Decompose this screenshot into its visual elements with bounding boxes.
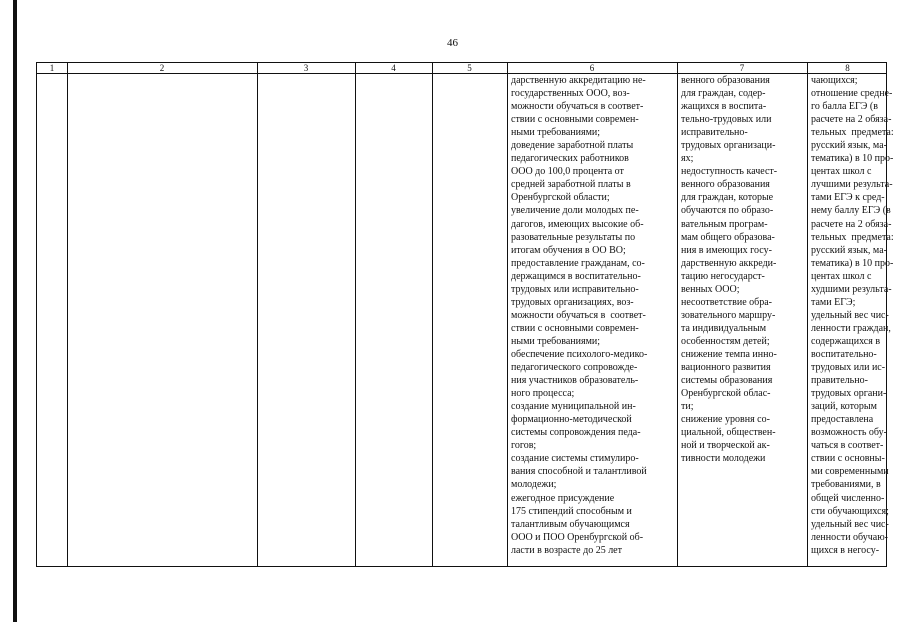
text-line: государственных ООО, воз-	[511, 88, 630, 100]
binding-margin-bar	[13, 0, 17, 622]
text-line: ежегодное присуждение	[511, 492, 615, 504]
text-line: доведение заработной платы	[511, 140, 634, 152]
text-line: возможность обу-	[811, 427, 887, 439]
column-header-2: 2	[159, 63, 165, 73]
text-line: снижение темпа инно-	[681, 348, 777, 360]
text-line: создание муниципальной ин-	[511, 401, 636, 413]
column-header-6: 6	[589, 63, 595, 73]
text-line: формационно-методической	[511, 414, 632, 426]
text-line: центах школ с	[811, 166, 872, 178]
text-line: правительно-	[811, 375, 868, 387]
column-header-3: 3	[303, 63, 309, 73]
column-header-1: 1	[49, 63, 55, 73]
text-line: удельный вес чис-	[811, 518, 889, 530]
text-line: молодежи;	[511, 479, 557, 491]
text-line: снижение уровня со-	[681, 414, 770, 426]
text-line: ния в имеющих госу-	[681, 244, 772, 256]
text-line: циальной, обществен-	[681, 427, 776, 439]
text-line: трудовых организаци-	[681, 140, 776, 152]
cell-column-7-text	[681, 74, 805, 465]
text-line: худшими результа-	[811, 283, 892, 295]
text-line: можности обучаться в соответ-	[511, 101, 644, 113]
column-header-5: 5	[467, 63, 472, 73]
column-divider	[677, 63, 678, 566]
text-line: средней заработной платы в	[511, 179, 631, 191]
text-line: итогам обучения в ОО ВО;	[511, 244, 626, 256]
document-table	[36, 62, 894, 567]
text-line: для граждан, которые	[681, 192, 774, 204]
text-line: трудовых органи-	[811, 388, 887, 400]
text-line: недоступность качест-	[681, 166, 778, 178]
text-line: тематика) в 10 про-	[811, 257, 894, 269]
text-line: ными требованиями;	[511, 127, 601, 139]
text-line: дарственную аккреди-	[681, 257, 777, 269]
text-line: вательным програм-	[681, 218, 768, 230]
text-line: педагогического сопровожде-	[511, 362, 638, 374]
text-line: тацию негосударст-	[681, 270, 765, 282]
text-line: можности обучаться в соответ-	[511, 309, 646, 321]
text-line: для граждан, содер-	[681, 88, 766, 100]
text-line: ООО и ПОО Оренбургской об-	[511, 531, 644, 543]
text-line: ти;	[681, 401, 694, 413]
text-line: ООО до 100,0 процента от	[511, 166, 624, 178]
text-line: удельный вес чис-	[811, 309, 889, 321]
text-line: ствии с основными современ-	[511, 322, 639, 334]
text-line: та индивидуальным	[681, 322, 767, 334]
text-line: ях;	[681, 153, 694, 165]
text-line: ной и творческой ак-	[681, 440, 770, 452]
text-line: ствии с основны-	[811, 453, 885, 465]
text-line: разовательные результаты по	[511, 231, 636, 243]
text-line: гогов;	[511, 440, 537, 452]
column-divider	[257, 63, 258, 566]
column-header-8: 8	[845, 63, 850, 73]
text-line: тельно-трудовых или	[681, 114, 772, 126]
text-line: вания способной и талантливой	[511, 466, 647, 478]
text-line: ствии с основными современ-	[511, 114, 639, 126]
text-line: особенностям детей;	[681, 335, 770, 347]
text-line: дарственную аккредитацию не-	[511, 75, 646, 86]
column-header-7: 7	[739, 63, 745, 73]
text-line: обеспечение психолого-медико-	[511, 348, 648, 360]
text-line: жащихся в воспита-	[681, 101, 767, 113]
text-line: нему баллу ЕГЭ (в	[811, 205, 891, 217]
text-line: венного образования	[681, 179, 770, 191]
text-line: дагогов, имеющих высокие об-	[511, 218, 644, 230]
text-line: тематика) в 10 про-	[811, 153, 894, 165]
text-line: расчете на 2 обяза-	[811, 114, 892, 126]
text-line: го балла ЕГЭ (в	[811, 101, 878, 113]
text-line: содержащихся в	[811, 335, 881, 347]
text-line: лучшими результа-	[811, 179, 893, 191]
text-line: ми современными	[811, 466, 889, 478]
text-line: отношение средне-	[811, 88, 893, 100]
text-line: тами ЕГЭ;	[811, 296, 856, 308]
text-line: венных ООО;	[681, 283, 740, 295]
text-line: вационного развития	[681, 362, 771, 374]
column-divider	[807, 63, 808, 566]
text-line: педагогических работников	[511, 153, 629, 165]
text-line: тами ЕГЭ к сред-	[811, 192, 885, 204]
text-line: воспитательно-	[811, 348, 877, 360]
text-line: центах школ с	[811, 270, 872, 282]
column-divider	[355, 63, 356, 566]
page-number: 46	[447, 37, 458, 49]
text-line: русский язык, ма-	[811, 140, 887, 152]
column-divider	[432, 63, 433, 566]
text-line: системы сопровождения педа-	[511, 427, 641, 439]
text-line: системы образования	[681, 375, 773, 387]
text-line: трудовых организациях, воз-	[511, 296, 634, 308]
text-line: чаться в соответ-	[811, 440, 884, 452]
column-divider	[507, 63, 508, 566]
cell-column-6-text	[511, 74, 675, 557]
text-line: несоответствие обра-	[681, 296, 772, 308]
text-line: предоставление гражданам, со-	[511, 257, 645, 269]
text-line: трудовых или исправительно-	[511, 283, 639, 295]
text-line: ленности граждан,	[811, 322, 891, 334]
text-line: ного процесса;	[511, 388, 575, 400]
text-line: обучаются по образо-	[681, 205, 774, 217]
text-line: щихся в негосу-	[811, 544, 880, 556]
text-line: исправительно-	[681, 127, 748, 139]
text-line: русский язык, ма-	[811, 244, 887, 256]
text-line: заций, которым	[811, 401, 877, 413]
text-line: ласти в возрасте до 25 лет	[511, 544, 622, 556]
table-header-row	[37, 63, 886, 74]
cell-column-8-text	[811, 74, 894, 557]
column-header-4: 4	[391, 63, 396, 73]
text-line: зовательного маршру-	[681, 309, 776, 321]
text-line: создание системы стимулиро-	[511, 453, 639, 465]
text-line: мам общего образова-	[681, 231, 775, 243]
text-line: ленности обучаю-	[811, 531, 889, 543]
text-line: тельных предмета:	[811, 127, 894, 139]
text-line: чающихся;	[811, 75, 858, 86]
text-line: держащимся в воспитательно-	[511, 270, 641, 282]
text-line: тивности молодежи	[681, 453, 766, 465]
text-line: ными требованиями;	[511, 335, 601, 347]
text-line: общей численно-	[811, 492, 885, 504]
text-line: требованиями, в	[811, 479, 881, 491]
text-line: увеличение доли молодых пе-	[511, 205, 639, 217]
text-line: талантливым обучающимся	[511, 518, 630, 530]
text-line: трудовых или ис-	[811, 362, 886, 374]
text-line: Оренбургской области;	[511, 192, 610, 204]
text-line: предоставлена	[811, 414, 874, 426]
text-line: 175 стипендий способным и	[511, 505, 632, 517]
text-line: ния участников образователь-	[511, 375, 639, 387]
text-line: тельных предмета:	[811, 231, 894, 243]
column-divider	[67, 63, 68, 566]
text-line: сти обучающихся;	[811, 505, 889, 517]
text-line: расчете на 2 обяза-	[811, 218, 892, 230]
text-line: венного образования	[681, 75, 770, 86]
text-line: Оренбургской облас-	[681, 388, 771, 400]
